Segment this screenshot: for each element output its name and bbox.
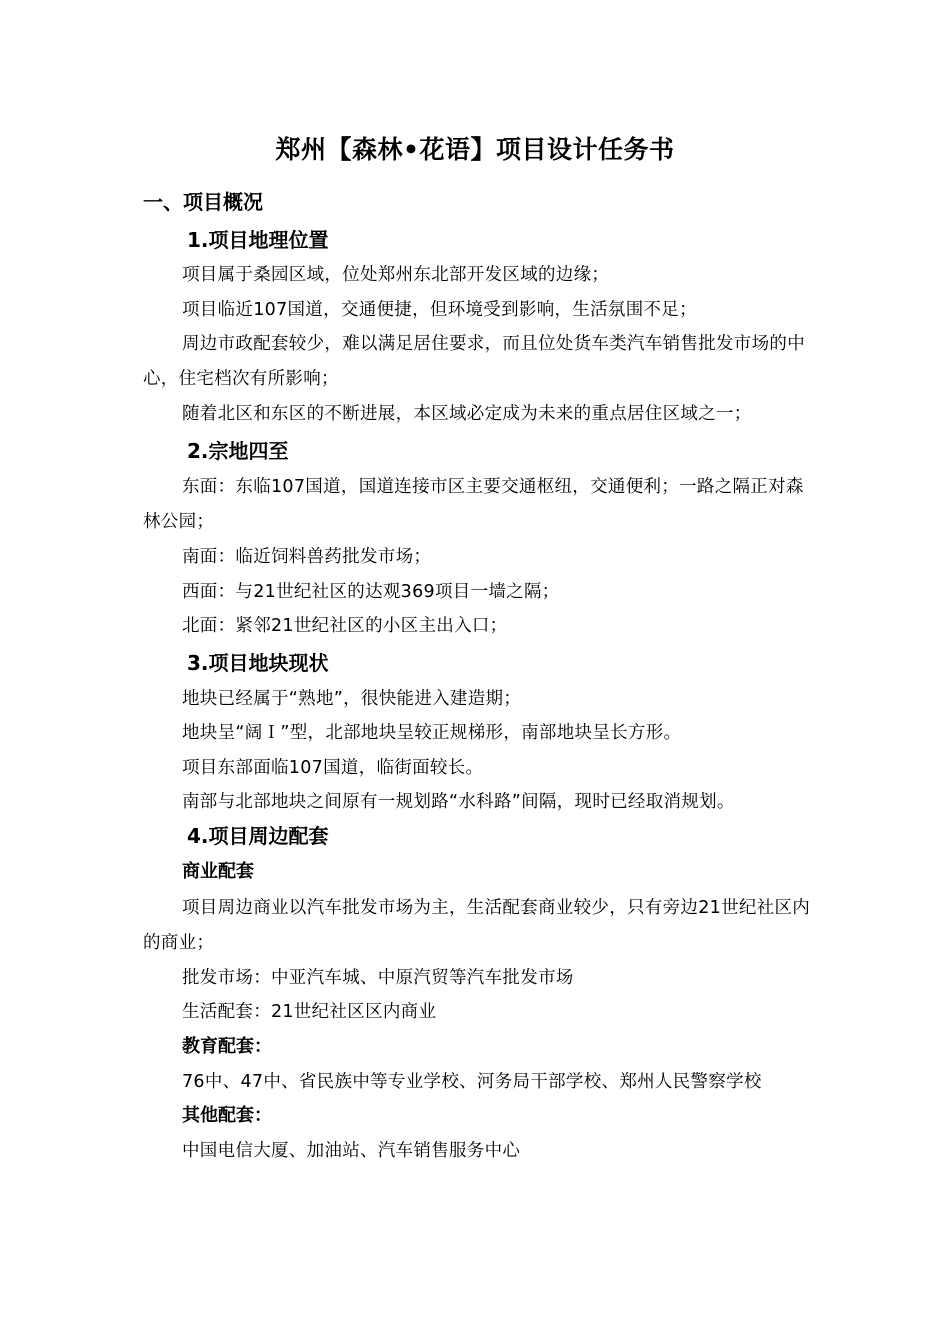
paragraph: 生活配套：21世纪社区区内商业 — [182, 1002, 437, 1022]
paragraph: 76中、47中、省民族中等专业学校、河务局干部学校、郑州人民警察学校 — [182, 1072, 762, 1092]
section-heading-overview: 一、项目概况 — [143, 190, 263, 214]
label-education: 教育配套： — [182, 1036, 272, 1057]
paragraph: 项目临近107国道，交通便捷，但环境受到影响，生活氛围不足； — [182, 300, 697, 320]
paragraph: 南面：临近饲料兽药批发市场； — [182, 547, 432, 567]
paragraph: 中国电信大厦、加油站、汽车销售服务中心 — [182, 1141, 521, 1161]
sub-heading-boundaries: 2.宗地四至 — [187, 439, 289, 463]
label-other: 其他配套： — [182, 1105, 272, 1126]
paragraph: 周边市政配套较少，难以满足居住要求，而且位处货车类汽车销售批发市场的中心，住宅档次有所影响； — [143, 334, 805, 389]
paragraph: 地块呈“阔Ｉ”型，北部地块呈较正规梯形，南部地块呈长方形。 — [182, 723, 682, 743]
label-commercial: 商业配套 — [182, 861, 254, 882]
sub-heading-land-status: 3.项目地块现状 — [187, 651, 329, 675]
paragraph: 地块已经属于“熟地”，很快能进入建造期； — [182, 689, 522, 709]
paragraph: 批发市场：中亚汽车城、中原汽贸等汽车批发市场 — [182, 968, 574, 988]
paragraph: 东面：东临107国道，国道连接市区主要交通枢纽，交通便利；一路之隔正对森林公园； — [143, 477, 804, 532]
paragraph: 西面：与21世纪社区的达观369项目一墙之隔； — [182, 582, 560, 602]
paragraph: 南部与北部地块之间原有一规划路“水科路”间隔，现时已经取消规划。 — [182, 792, 735, 812]
sub-heading-facilities: 4.项目周边配套 — [187, 824, 329, 848]
paragraph: 随着北区和东区的不断进展，本区域必定成为未来的重点居住区域之一； — [182, 404, 752, 424]
document-title: 郑州【森林•花语】项目设计任务书 — [275, 135, 675, 164]
paragraph: 项目周边商业以汽车批发市场为主，生活配套商业较少，只有旁边21世纪社区内的商业； — [143, 898, 811, 953]
paragraph: 北面：紧邻21世纪社区的小区主出入口； — [182, 616, 508, 636]
sub-heading-location: 1.项目地理位置 — [187, 228, 329, 252]
paragraph: 项目属于桑园区域，位处郑州东北部开发区域的边缘； — [182, 265, 610, 285]
paragraph: 项目东部面临107国道，临街面较长。 — [182, 758, 484, 778]
